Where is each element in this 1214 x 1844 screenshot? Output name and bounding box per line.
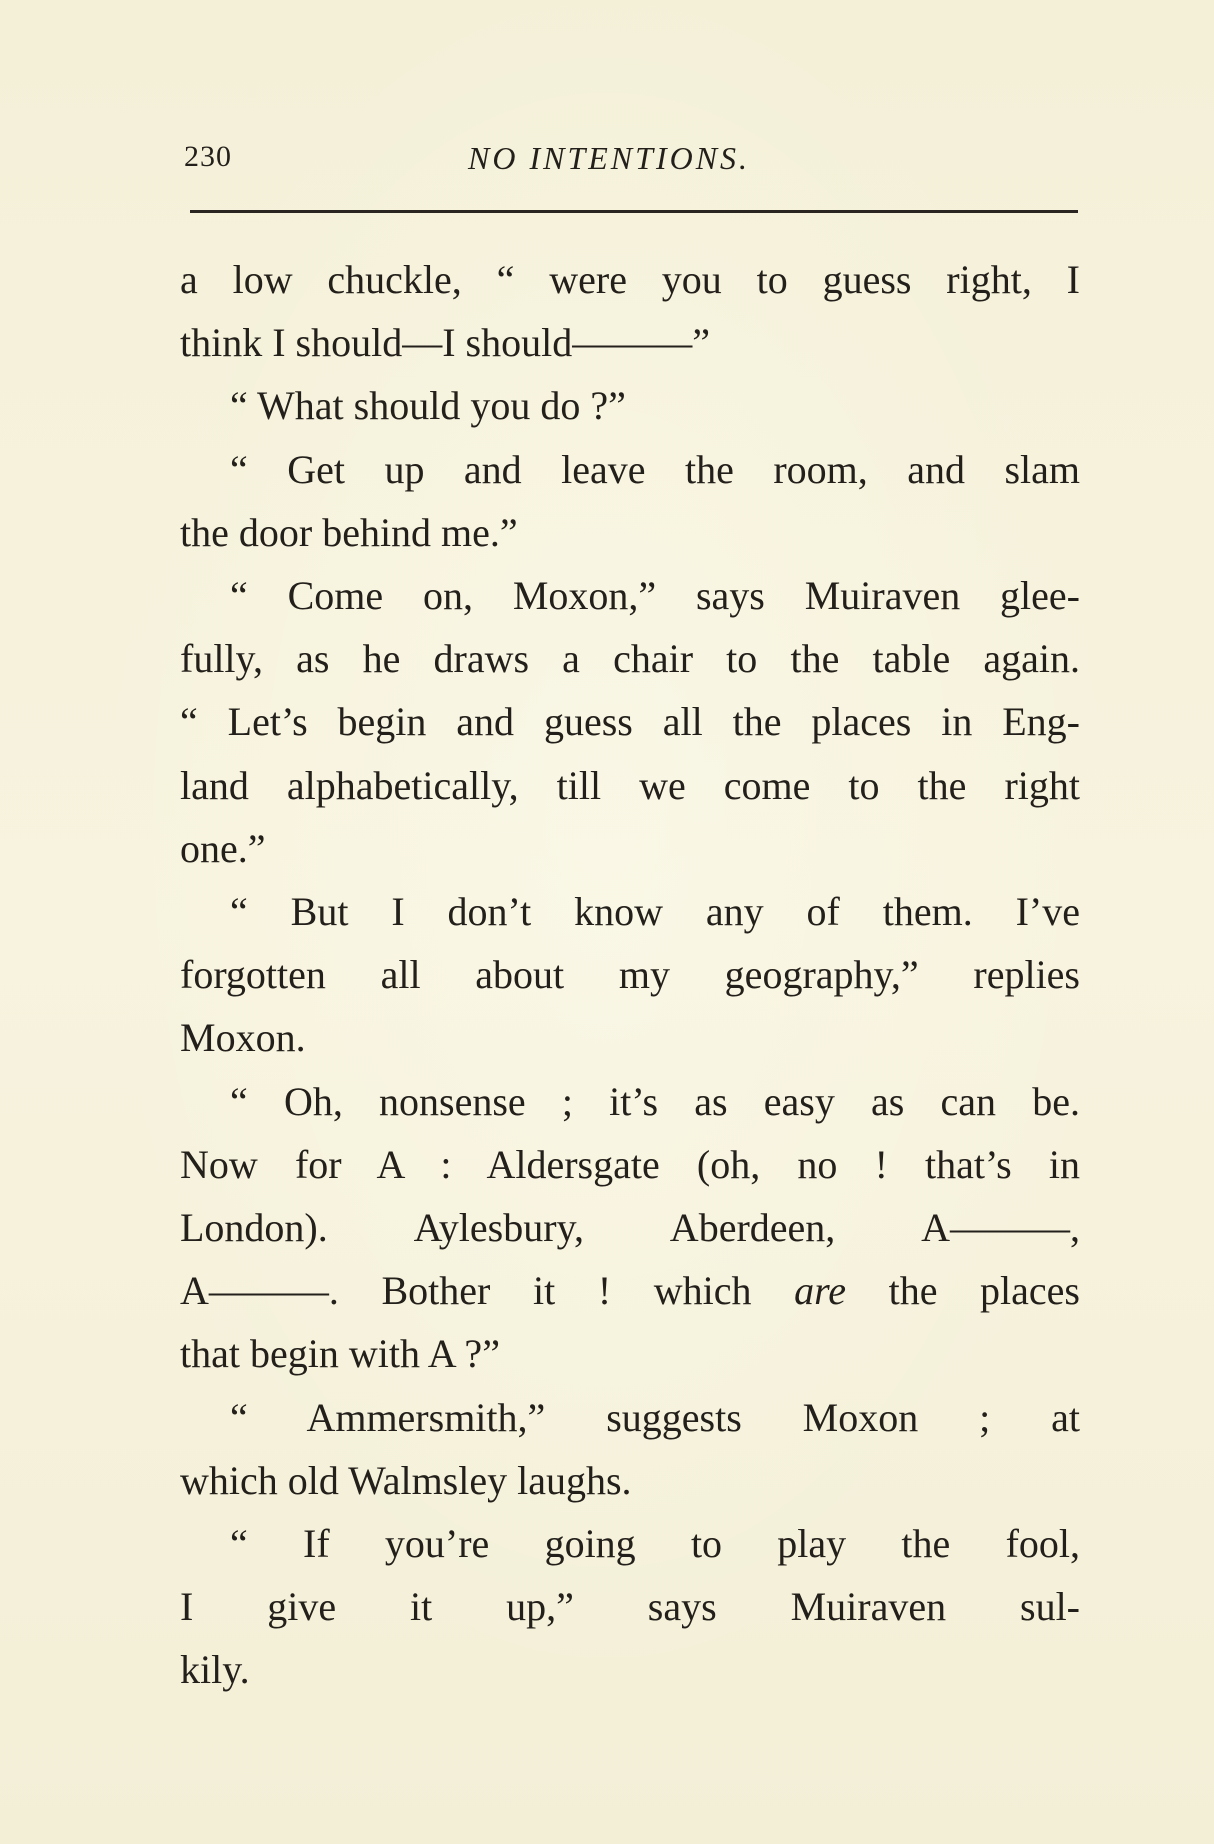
text-line: a low chuckle, “ were you to guess right, I xyxy=(180,257,1080,302)
header-rule xyxy=(190,210,1078,213)
text-line: kily. xyxy=(180,1647,250,1693)
text-line: “ What should you do ?” xyxy=(230,383,626,429)
text-line: “ Get up and leave the room, and slam xyxy=(230,446,1080,492)
text-line: Now for A : Aldersgate (oh, no ! that’s in xyxy=(180,1141,1080,1187)
text-line: “ Let’s begin and guess all the places in Eng- xyxy=(180,699,1080,745)
page-number: 230 xyxy=(184,140,232,173)
emphasized-word: are xyxy=(794,1268,846,1314)
text-line: the door behind me.” xyxy=(180,509,518,555)
text-line: A———. Bother it ! which are the places xyxy=(180,1268,1081,1314)
running-head xyxy=(184,140,1080,184)
text-line: which old Walmsley laughs. xyxy=(180,1457,632,1503)
text-line: “ Oh, nonsense ; it’s as easy as can be. xyxy=(230,1078,1080,1124)
text-line: “ Come on, Moxon,” says Muiraven glee- xyxy=(230,573,1080,619)
text-line: that begin with A ?” xyxy=(180,1331,500,1377)
text-line: “ If you’re going to play the fool, xyxy=(230,1521,1080,1567)
body-text xyxy=(180,248,1080,1702)
text-line: “ Ammersmith,” suggests Moxon ; at xyxy=(230,1394,1080,1440)
text-line: I give it up,” says Muiraven sul- xyxy=(180,1584,1080,1630)
text-line: London). Aylesbury, Aberdeen, A———, xyxy=(180,1205,1080,1251)
text-line: land alphabetically, till we come to the right xyxy=(180,762,1080,808)
text-line: Moxon. xyxy=(180,1015,306,1061)
text-line: one.” xyxy=(180,825,266,871)
text-line: fully, as he draws a chair to the table again. xyxy=(180,636,1080,682)
text-line: think I should—I should———” xyxy=(180,320,710,366)
text-line: forgotten all about my geography,” replies xyxy=(180,952,1080,998)
running-title: NO INTENTIONS. xyxy=(468,140,751,176)
text-line: “ But I don’t know any of them. I’ve xyxy=(230,889,1080,935)
